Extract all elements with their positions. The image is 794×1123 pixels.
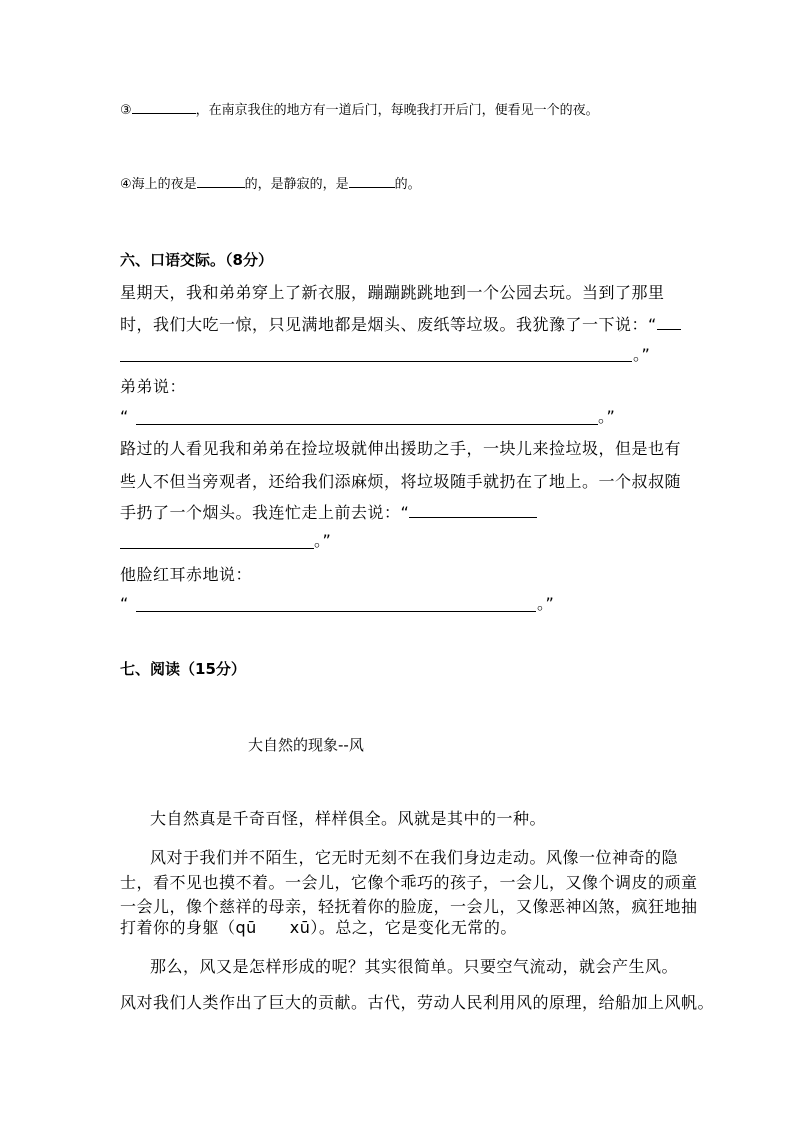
reading-paragraph-2-line-1: 风对于我们并不陌生，它无时无刻不在我们身边走动。风像一位神奇的隐 — [150, 848, 679, 867]
section-7-heading: 七、阅读（15分） — [120, 660, 246, 678]
question-4 — [120, 173, 421, 195]
section-6-line-1: 星期天，我和弟弟穿上了新衣服，蹦蹦跳跳地到一个公园去玩。当到了那里 — [120, 283, 665, 302]
quote-close: 。” — [537, 594, 555, 613]
reading-paragraph-1: 大自然真是千奇百怪，样样俱全。风就是其中的一种。 — [150, 809, 547, 828]
question-3-text: ，在南京我住的地方有一道后门，每晚我打开后门，便看见一个的夜。 — [195, 103, 599, 118]
section-6-line-6-text: 手扔了一个烟头。我连忙走上前去说：“ — [120, 503, 410, 522]
answer-line[interactable] — [120, 361, 632, 362]
section-6-line-6 — [120, 503, 537, 523]
quote-close: 。” — [598, 407, 616, 426]
reading-paragraph-4: 风对我们人类作出了巨大的贡献。古代，劳动人民利用风的原理，给船加上风帆。 — [120, 993, 715, 1012]
answer-blank[interactable] — [409, 503, 537, 518]
quote-open: “ — [120, 594, 129, 613]
reading-paragraph-3: 那么，风又是怎样形成的呢？其实很简单。只要空气流动，就会产生风。 — [150, 957, 679, 976]
question-3 — [120, 99, 599, 121]
section-6-line-4: 路过的人看见我和弟弟在捡垃圾就伸出援助之手，一块儿来捡垃圾，但是也有 — [120, 439, 682, 458]
quote-close: 。” — [633, 345, 651, 364]
brother-says: 弟弟说： — [120, 377, 187, 396]
answer-line[interactable] — [120, 548, 314, 549]
reading-paragraph-2-line-4: 打着你的身躯（qū xū）。总之，它是变化无常的。 — [120, 918, 517, 937]
section-6-line-2-text: 时，我们大吃一惊，只见满地都是烟头、废纸等垃圾。我犹豫了一下说：“ — [120, 315, 657, 334]
section-6-line-5: 些人不但当旁观者，还给我们添麻烦，将垃圾随手就扔在了地上。一个叔叔随 — [120, 472, 682, 491]
section-6-line-2 — [120, 315, 681, 335]
uncle-says: 他脸红耳赤地说： — [120, 565, 253, 584]
answer-line[interactable] — [136, 424, 598, 425]
answer-blank[interactable] — [197, 173, 245, 188]
answer-line[interactable] — [136, 611, 536, 612]
answer-blank[interactable] — [657, 315, 681, 330]
question-4-prefix: ④海上的夜是 — [120, 177, 197, 192]
question-4-end: 的。 — [394, 177, 421, 192]
answer-blank[interactable] — [132, 99, 196, 114]
reading-paragraph-2-line-3: 一会儿，像个慈祥的母亲，轻抚着你的脸庞，一会儿，又像恶神凶煞，疯狂地抽 — [120, 897, 698, 916]
question-4-mid: 的，是静寂的，是 — [244, 177, 349, 192]
section-6-heading: 六、口语交际。（8分） — [120, 251, 273, 269]
quote-open: “ — [120, 407, 129, 426]
answer-blank[interactable] — [349, 173, 395, 188]
question-3-number: ③ — [120, 103, 132, 118]
reading-paragraph-2-line-2: 士，看不见也摸不着。一会儿，它像个乖巧的孩子，一会儿，又像个调皮的顽童 — [120, 873, 698, 892]
reading-title: 大自然的现象--风 — [248, 736, 364, 754]
quote-close: 。” — [314, 531, 332, 550]
